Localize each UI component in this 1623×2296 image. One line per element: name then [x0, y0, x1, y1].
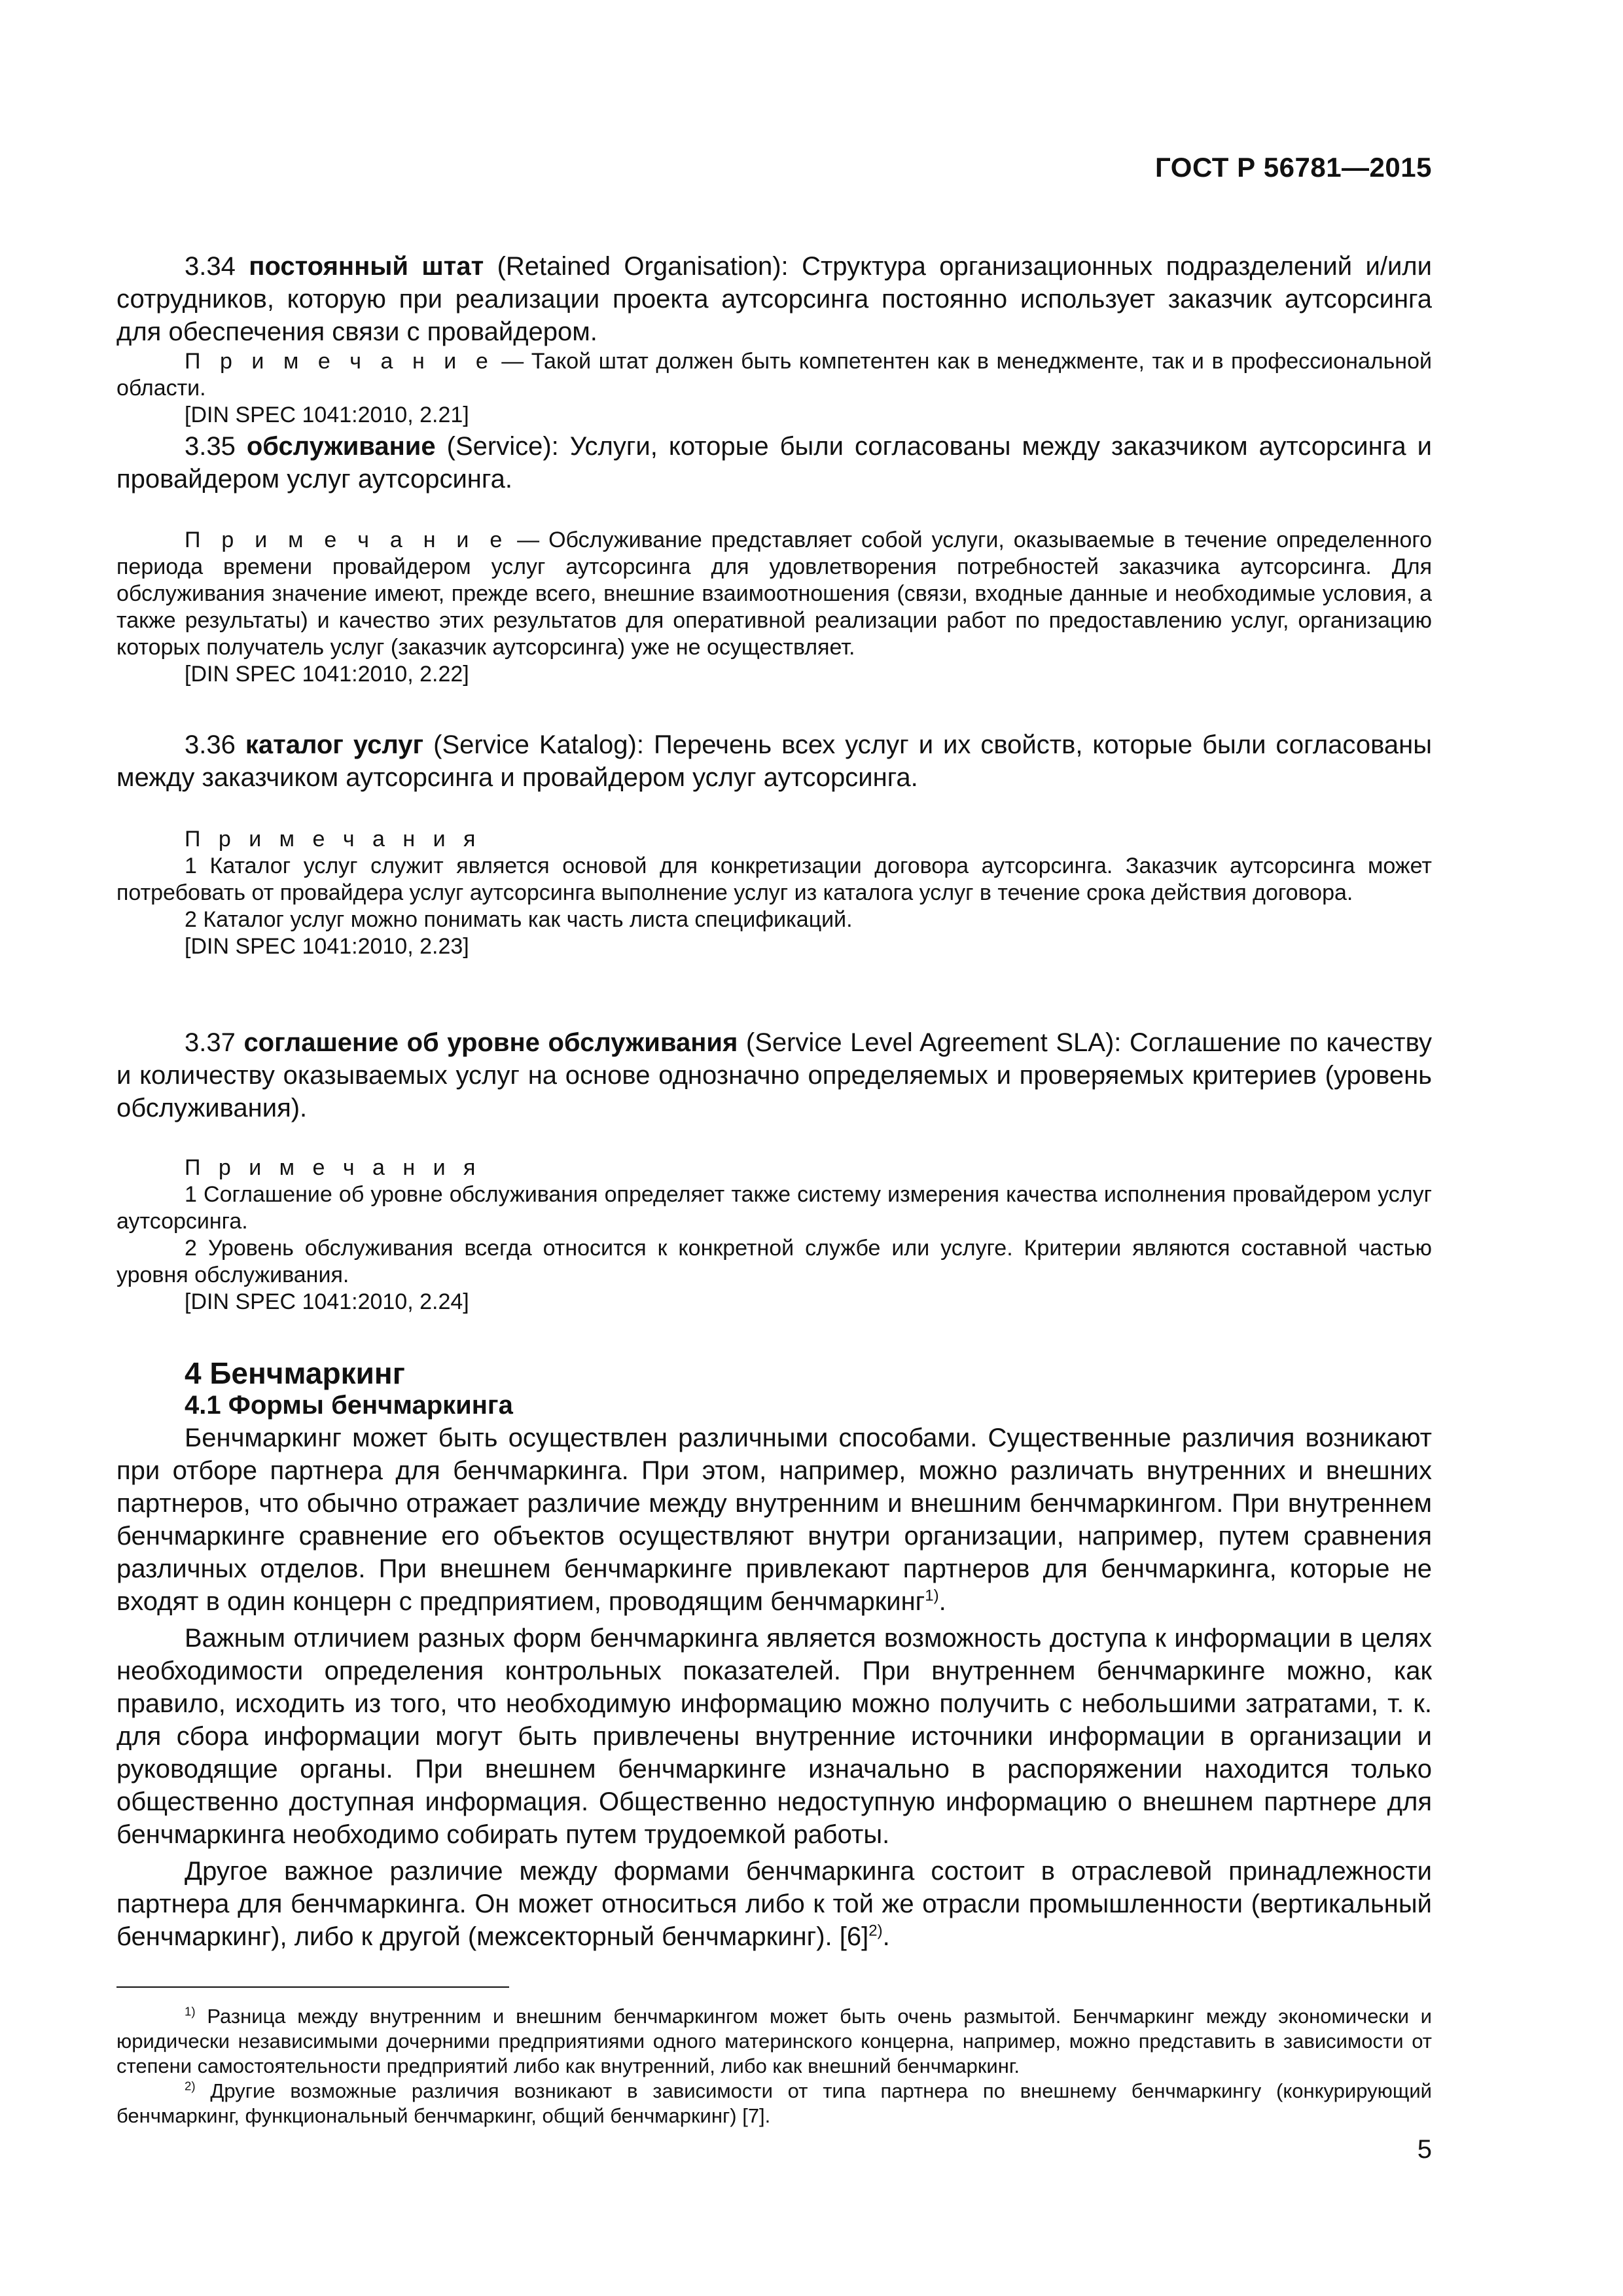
- term-number: 3.34: [185, 252, 236, 281]
- notes-label: П р и м е ч а н и я: [185, 827, 482, 852]
- term-note: [116, 527, 1432, 661]
- body-paragraph: Важным отличием разных форм бенчмаркинга является возможность доступа к информации в целях необходимости определения контрольных показателей. При внутреннем бенчмаркинге можно, как правило, исходить из того, что необходимую информацию можно получить с небольшими затратами, т. к. для сбора информации могут быть привлечены внутренние источники информации в организации и руководящие органы. При внешнем бенчмаркинге изначально в распоряжении находится только общественно доступная информация. Общественно недоступную информацию о внешнем партнере для бенчмаркинга необходимо собирать путем трудоемкой работы.: [116, 1624, 1432, 1849]
- footnote-ref: 2): [868, 1922, 883, 1940]
- term-number: 3.35: [185, 432, 236, 461]
- term-reference: [DIN SPEC 1041:2010, 2.22]: [185, 662, 469, 687]
- term-number: 3.36: [185, 730, 236, 759]
- page-number: 5: [1417, 2135, 1432, 2164]
- body-paragraph: [116, 1422, 1432, 1618]
- footnotes: [116, 2004, 1432, 2128]
- term-3-35-note-block: [116, 527, 1432, 688]
- note-item: 2 Каталог услуг можно понимать как часть листа спецификаций.: [185, 907, 853, 932]
- term-definition: (Retained Organisation): Структура организационных подразделений и/или сотрудников, которую при реализации проекта аутсорсинга постоянно использует заказчик аутсорсинга для обеспечения связи с провайдером.: [116, 252, 1432, 346]
- subsection-title: 4.1 Формы бенчмаркинга: [185, 1391, 513, 1420]
- term-name: соглашение об уровне обслуживания: [243, 1028, 738, 1057]
- term-3-34: [116, 250, 1432, 429]
- paragraph-text: Другое важное различие между формами бенчмаркинга состоит в отраслевой принадлежности партнера для бенчмаркинга. Он может относиться либо к той же отрасли промышленности (вертикальный бенчмаркинг), либо к другой (межсекторный бенчмаркинг). [6]: [116, 1857, 1432, 1951]
- term-definition: (Service Katalog): Перечень всех услуг и их свойств, которые были согласованы между заказчиком аутсорсинга и провайдером услуг аутсорсинга.: [116, 730, 1432, 792]
- note-item: 2 Уровень обслуживания всегда относится к конкретной службе или услуге. Критерии являются составной частью уровня обслуживания.: [116, 1236, 1432, 1287]
- paragraph-end: .: [882, 1922, 890, 1951]
- paragraph-text: Бенчмаркинг может быть осуществлен различными способами. Существенные различия возникают при отборе партнера для бенчмаркинга. При этом, например, можно различать внутренних и внешних партнеров, что обычно отражает различие между внутренним и внешним бенчмаркингом. При внутреннем бенчмаркинге сравнение его объектов осуществляют внутри организации, например, путем сравнения различных отделов. При внешнем бенчмаркинге привлекают партнеров для бенчмаркинга, которые не входят в один концерн с предприятием, проводящим бенчмаркинг: [116, 1424, 1432, 1616]
- notes-label: П р и м е ч а н и я: [185, 1155, 482, 1180]
- term-reference: [DIN SPEC 1041:2010, 2.23]: [185, 934, 469, 959]
- term-name: каталог услуг: [245, 730, 424, 759]
- term-definition: (Service): Услуги, которые были согласованы между заказчиком аутсорсинга и провайдером услуг аутсорсинга.: [116, 432, 1432, 493]
- section-title: 4 Бенчмаркинг: [185, 1356, 405, 1390]
- footnote-ref: 1): [925, 1587, 939, 1605]
- term-reference: [DIN SPEC 1041:2010, 2.21]: [185, 403, 469, 427]
- term-3-37: [116, 1026, 1432, 1124]
- term-definition: (Service Level Agreement SLA): Соглашение по качеству и количеству оказываемых услуг на основе однозначно определяемых и проверяемых критериев (уровень обслуживания).: [116, 1028, 1432, 1122]
- term-note: [116, 348, 1432, 402]
- body-paragraph: [116, 1855, 1432, 1953]
- footnote-text: Другие возможные различия возникают в зависимости от типа партнера по внешнему бенчмаркингу (конкурирующий бенчмаркинг, функциональный бенчмаркинг, общий бенчмаркинг) [7].: [116, 2079, 1432, 2127]
- term-paragraph: [116, 250, 1432, 348]
- note-text: — Такой штат должен быть компетентен как в менеджменте, так и в профессиональной области.: [116, 349, 1432, 401]
- term-reference: [DIN SPEC 1041:2010, 2.24]: [185, 1289, 469, 1314]
- term-number: 3.37: [185, 1028, 236, 1057]
- section-4: [116, 1355, 1432, 1953]
- term-3-35: [116, 430, 1432, 495]
- term-3-36: [116, 728, 1432, 794]
- term-name: обслуживание: [246, 432, 436, 461]
- footnote-text: Разница между внутренним и внешним бенчмаркингом может быть очень размытой. Бенчмаркинг между экономически и юридически независимыми дочерними предприятиями одного материнского концерна, например, можно представить в зависимости от степени самостоятельности предприятий либо как внутренний, либо как внешний бенчмаркинг.: [116, 2005, 1432, 2077]
- note-item: 1 Каталог услуг служит является основой для конкретизации договора аутсорсинга. Заказчик аутсорсинга может потребовать от провайдера услуг аутсорсинга выполнение услуг из каталога услуг в течение срока действия договора.: [116, 853, 1432, 905]
- note-text: — Обслуживание представляет собой услуги, оказываемые в течение определенного периода времени провайдером услуг аутсорсинга для удовлетворения потребностей заказчика аутсорсинга. Для обслуживания значение имеют, прежде всего, внешние взаимоотношения (связи, входные данные и необходимые условия, а также результаты) и качество этих результатов для оперативной реализации работ по предоставлению услуг, организацию которых получатель услуг (заказчик аутсорсинга) уже не осуществляет.: [116, 528, 1432, 660]
- page-header-standard: ГОСТ Р 56781—2015: [1155, 152, 1432, 183]
- term-name: постоянный штат: [249, 252, 484, 281]
- paragraph-end: .: [938, 1587, 946, 1616]
- note-item: 1 Соглашение об уровне обслуживания определяет также систему измерения качества исполнения провайдером услуг аутсорсинга.: [116, 1182, 1432, 1234]
- footnote-mark: 1): [185, 2004, 196, 2018]
- note-label: П р и м е ч а н и е: [185, 349, 494, 374]
- footnote-item: [116, 2079, 1432, 2128]
- term-paragraph: [116, 430, 1432, 495]
- footnote-mark: 2): [185, 2079, 196, 2093]
- footnote-item: [116, 2004, 1432, 2079]
- term-paragraph: [116, 1026, 1432, 1124]
- note-label: П р и м е ч а н и е: [185, 528, 508, 552]
- term-paragraph: [116, 728, 1432, 794]
- footnote-divider: [116, 1986, 509, 1988]
- term-3-36-notes-block: [116, 826, 1432, 960]
- term-3-37-notes-block: [116, 1155, 1432, 1316]
